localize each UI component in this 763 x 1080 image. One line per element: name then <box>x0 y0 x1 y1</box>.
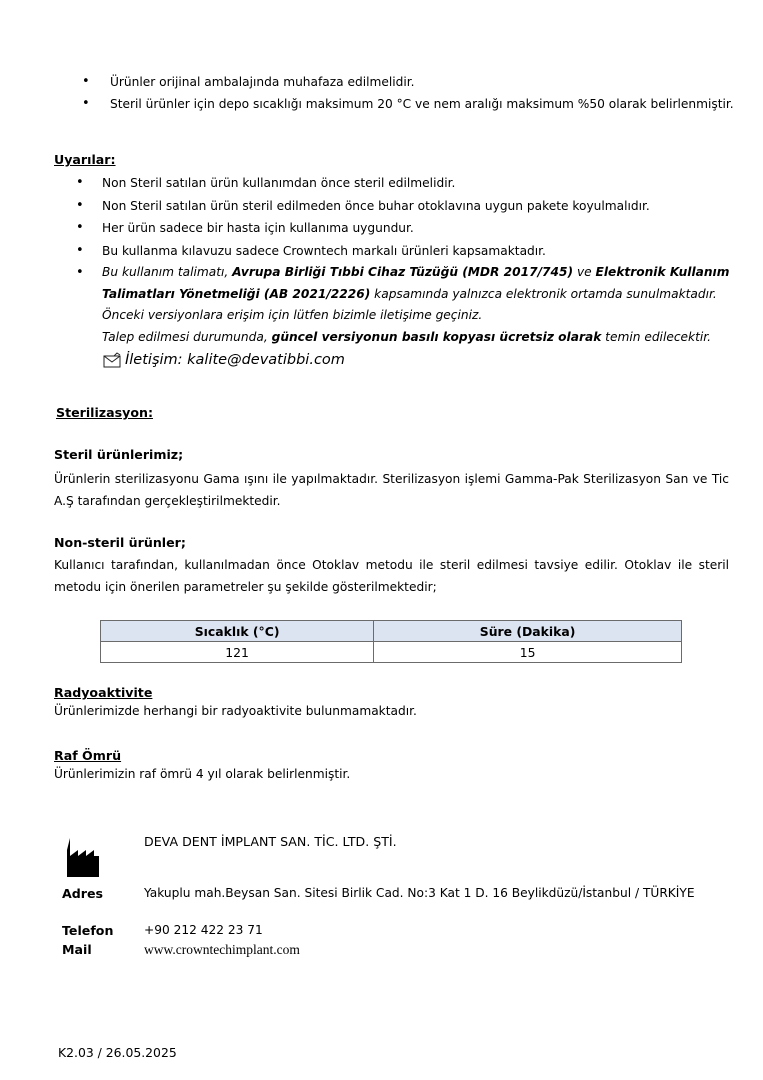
company-name: DEVA DENT İMPLANT SAN. TİC. LTD. ŞTİ. <box>144 834 397 849</box>
list-item: • Non Steril satılan ürün steril edilmeden önce buhar otoklavına uygun pakete koyulmalıdır. <box>76 195 736 218</box>
website-link[interactable]: www.crowntechimplant.com <box>144 942 300 957</box>
bullet-icon: • <box>76 242 84 258</box>
bullet-icon: • <box>82 74 90 89</box>
eifu-notice-item: • Bu kullanım talimatı, Avrupa Birliği Tıbbi Cihaz Tüzüğü (MDR 2017/745) ve Elektronik Kullanım Talimatları Yönetmeliği (AB 2021/2226) kapsamında yalnızca elektronik ortamda sunulmaktadır. Önceki versiyonlara erişim için lütfen bizimle iletişime geçiniz. Talep edilmesi durumunda, güncel versiyonun basılı kopyası ücretsiz olarak temin edilecektir. <box>76 262 736 348</box>
list-item: • Bu kullanma kılavuzu sadece Crowntech markalı ürünleri kapsamaktadır. <box>76 240 736 263</box>
radioactivity-heading: Radyoaktivite <box>54 685 153 700</box>
phone-label: Telefon <box>62 923 114 938</box>
sterile-products-text: Ürünlerin sterilizasyonu Gama ışını ile yapılmaktadır. Sterilizasyon işlemi Gamma-Pak Sterilizasyon San ve Tic A.Ş tarafından gerçekleştirilmektedir. <box>54 472 729 508</box>
sterilization-heading: Sterilizasyon: <box>56 405 153 420</box>
address-value: Yakuplu mah.Beysan San. Sitesi Birlik Cad. No:3 Kat 1 D. 16 Beylikdüzü/İstanbul / TÜRKİYE <box>144 886 695 900</box>
list-item: • Her ürün sadece bir hasta için kullanıma uygundur. <box>76 217 736 240</box>
warnings-list <box>76 172 736 372</box>
radioactivity-text: Ürünlerimizde herhangi bir radyoaktivite bulunmamaktadır. <box>54 704 417 718</box>
envelope-icon <box>102 352 122 368</box>
list-item: • Steril ürünler için depo sıcaklığı maksimum 20 °C ve nem aralığı maksimum %50 olarak belirlenmiştir. <box>82 96 734 111</box>
manufacturer-factory-icon <box>66 838 100 878</box>
document-code: K2.03 / 26.05.2025 <box>58 1045 177 1060</box>
bullet-icon: • <box>82 96 90 111</box>
shelf-life-text: Ürünlerimizin raf ömrü 4 yıl olarak belirlenmiştir. <box>54 767 351 781</box>
table-header-cell: Sıcaklık (°C) <box>101 621 374 642</box>
list-item: • Non Steril satılan ürün kullanımdan önce steril edilmelidir. <box>76 172 736 195</box>
nonsterile-products-heading: Non-steril ürünler; <box>54 535 186 550</box>
table-row <box>101 642 682 663</box>
table-header-cell: Süre (Dakika) <box>374 621 682 642</box>
mail-label: Mail <box>62 942 92 957</box>
bullet-icon: • <box>76 197 84 213</box>
storage-bullet-list <box>82 73 742 117</box>
autoclave-parameter-table <box>100 620 682 663</box>
phone-value: +90 212 422 23 71 <box>144 923 263 937</box>
bullet-icon: • <box>76 175 84 190</box>
nonsterile-products-text: Kullanıcı tarafından, kullanılmadan önce Otoklav metodu ile steril edilmesi tavsiye edilir. Otoklav ile steril metodu için önerilen parametreler şu şekilde gösterilmektedir; <box>54 558 729 594</box>
shelf-life-heading: Raf Ömrü <box>54 748 122 763</box>
bullet-icon: • <box>76 220 84 235</box>
list-item: • Ürünler orijinal ambalajında muhafaza edilmelidir. <box>82 74 415 89</box>
table-cell: 15 <box>374 642 682 663</box>
bullet-icon: • <box>76 265 84 280</box>
contact-line: İletişim: kalite@devatibbi.com <box>76 349 736 372</box>
table-cell: 121 <box>101 642 374 663</box>
warnings-heading: Uyarılar: <box>54 152 116 167</box>
table-header-row <box>101 621 682 642</box>
address-label: Adres <box>62 886 104 901</box>
sterile-products-heading: Steril ürünlerimiz; <box>54 447 184 462</box>
